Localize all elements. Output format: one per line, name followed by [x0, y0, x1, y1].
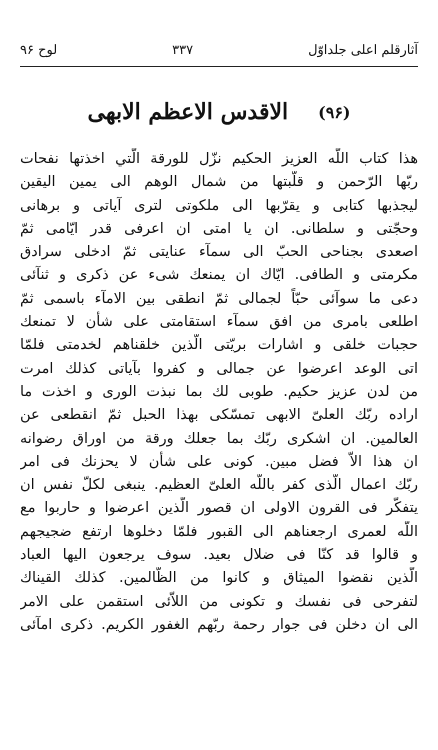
body-text — [20, 148, 418, 637]
body-line: مكرمتى و الطافى. ايّاك ان يمنعك شىء عن ذكرى و ثنآئى — [20, 267, 418, 284]
body-line: الى ان دخلن فى جوار رحمة ربّهم الغفور الكريم. ذكرى امآئى — [20, 616, 418, 633]
body-line: العالمين. ان اشكرى ربّك بما جعلك ورقة من اوراق رضوانه — [20, 430, 418, 447]
body-line: اطلعى بامرى من افق سمآء استقامتى على شأن لا تمنعك — [20, 314, 418, 331]
page-number: ۳۳۷ — [172, 42, 194, 58]
body-line: دعى ما سوآئى حبّاً لجمالى ثمّ انطقى بين الامآء باسمى ثمّ — [20, 290, 418, 307]
body-line: حجبات خلقى و اشارات بريّتى الّذين خلقناهم لخدمتى فلمّا — [20, 337, 418, 354]
body-line: لتفرحى فى نفسك و تكونى من اللاّئى استقمن على الامر — [20, 593, 418, 610]
body-line: و قالوا قد كنّا فى ضلال بعيد. سوف يرجعون اليها العباد — [20, 547, 418, 564]
book-title: آثارقلم اعلی جلداوّل — [308, 42, 418, 58]
page-header — [20, 36, 418, 64]
body-line: اللّه لعمرى ارجعناهم الى القبور فلمّا دخلوها ارتفع ضجيجهم — [20, 523, 418, 540]
body-line: ان هذا الاّ فضل مبين. كونى على شأن لا يحزنك فى امر — [20, 453, 418, 470]
body-line: ربّك اعمال الّذى كفر باللّه العلىّ العظيم. ينبغى لكلّ نفس ان — [20, 477, 418, 494]
body-line: اصعدى بجناحى الحبّ الى سمآء عنايتى ثمّ ادخلى سرادق — [20, 244, 418, 261]
body-line: الّذين نقضوا الميثاق و كانوا من الظّالمين. كذلك القيناك — [20, 570, 418, 587]
body-line: وحجّتى و سلطانى. ان يا امتى ان اعرفى قدر ايّامى ثمّ — [20, 220, 418, 237]
body-line: هذا كتاب اللّه العزيز الحكيم نزّل للورقة الّتي اخذتها نفحات — [20, 151, 418, 167]
body-line: من لدن عزيز حكيم. طوبى لك بما نبذت الورى و اخذت ما — [20, 383, 418, 400]
body-line: اراده ربّك العلىّ الابهى تمسّكى بهذا الحبل ثمّ انقطعى عن — [20, 407, 418, 424]
body-line: ليجذبها كتابى و يقرّبها الى ملكوتى لترى آياتى و برهانى — [20, 197, 418, 214]
tablet-heading — [20, 94, 418, 130]
header-divider — [20, 66, 418, 67]
tablet-heading-text: الاقدس الاعظم الابهی — [87, 99, 289, 125]
tablet-heading-number: (۹۶) — [318, 102, 351, 122]
body-line: اتى الوعد اعرضوا عن جمالى و كفروا بآياتى كذلك امرت — [20, 360, 418, 377]
body-line: ربّها الرّحمن و قلّبتها من شمال الوهم الى يمين اليقين — [20, 174, 418, 191]
tablet-number: لوح ۹۶ — [20, 42, 58, 58]
body-line: يتفكّر فى القرون الاولى ان قصور الّذين اعرضوا و حاربوا مع — [20, 500, 418, 517]
